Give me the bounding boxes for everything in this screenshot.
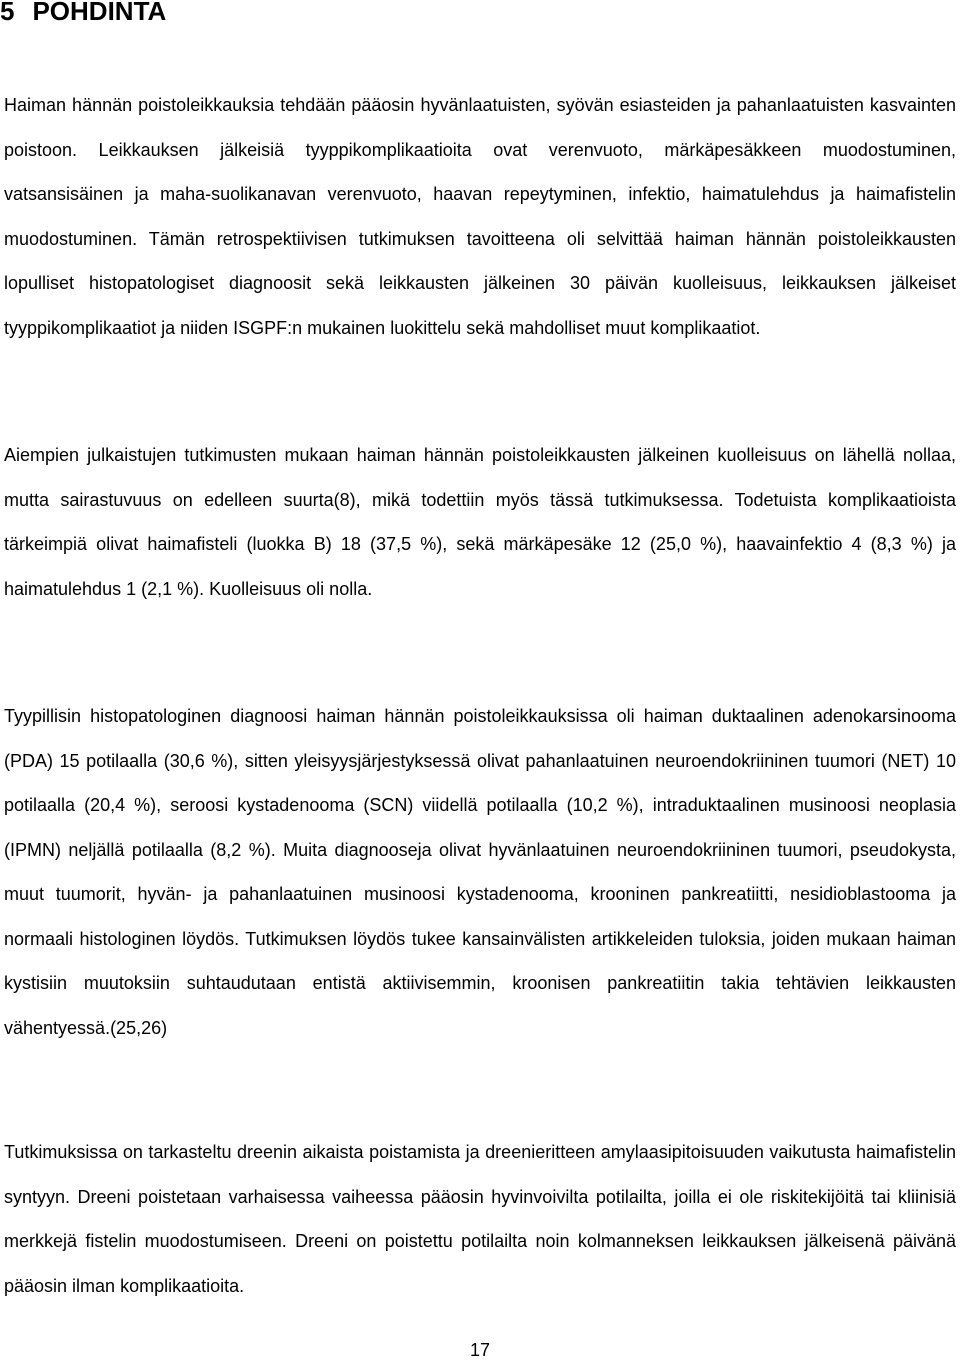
paragraph-histopathology: Tyypillisin histopatologinen diagnoosi haiman hännän poistoleikkauksissa oli haiman duktaalinen adenokarsinooma (PDA) 15 potilaalla (30,6 %), sitten yleisyysjärjestyksessä olivat pahanlaatuinen neuroendokriininen tuumori (NET) 10 potilaalla (20,4 %), seroosi kystadenooma (SCN) viidellä potilaalla (10,2 %), intraduktaalinen musinoosi neoplasia (IPMN) neljällä potilaalla (8,2 %). Muita diagnooseja olivat hyvänlaatuinen neuroendokriininen tuumori, pseudokysta, muut tuumorit, hyvän- ja pahanlaatuinen musinoosi kystadenooma, krooninen pankreatiitti, nesidioblastooma ja normaali histologinen löydös. Tutkimuksen löydös tukee kansainvälisten artikkeleiden tuloksia, joiden mukaan haiman kystisiin muutoksiin suhtaudutaan entistä aktiivisemmin, kroonisen pankreatiitin takia tehtävien leikkausten vähentyessä.(25,26) (4, 706, 956, 1038)
section-number: 5 (0, 0, 15, 26)
paragraph-mortality: Aiempien julkaistujen tutkimusten mukaan haiman hännän poistoleikkausten jälkeinen kuolleisuus on lähellä nollaa, mutta sairastuvuus on edelleen suurta(8), mikä todettiin myös tässä tutkimuksessa. Todetuista komplikaatioista tärkeimpiä olivat haimafisteli (luokka B) 18 (37,5 %), sekä märkäpesäke 12 (25,0 %), haavainfektio 4 (8,3 %) ja haimatulehdus 1 (2,1 %). Kuolleisuus oli nolla. (4, 445, 956, 599)
paragraph-intro: Haiman hännän poistoleikkauksia tehdään pääosin hyvänlaatuisten, syövän esiasteiden ja pahanlaatuisten kasvainten poistoon. Leikkauksen jälkeisiä tyyppikomplikaatioita ovat verenvuoto, märkäpesäkkeen muodostuminen, vatsansisäinen ja maha-suolikanavan verenvuoto, haavan repeytyminen, infektio, haimatulehdus ja haimafistelin muodostuminen. Tämän retrospektiivisen tutkimuksen tavoitteena oli selvittää haiman hännän poistoleikkausten lopulliset histopatologiset diagnoosit sekä leikkausten jälkeinen 30 päivän kuolleisuus, leikkauksen jälkeiset tyyppikomplikaatiot ja niiden ISGPF:n mukainen luokittelu sekä mahdolliset muut komplikaatiot. (4, 95, 956, 338)
section-title: POHDINTA (32, 0, 167, 26)
paragraph-drain: Tutkimuksissa on tarkasteltu dreenin aikaista poistamista ja dreenieritteen amylaasipitoisuuden vaikutusta haimafistelin syntyyn. Dreeni poistetaan varhaisessa vaiheessa pääosin hyvinvoivilta potilailta, joilla ei ole riskitekijöitä tai kliinisiä merkkejä fistelin muodostumiseen. Dreeni on poistettu potilailta noin kolmanneksen leikkauksen jälkeisenä päivänä pääosin ilman komplikaatioita. (4, 1142, 956, 1296)
section-heading (0, 0, 166, 28)
page-number: 17 (469, 1340, 491, 1360)
